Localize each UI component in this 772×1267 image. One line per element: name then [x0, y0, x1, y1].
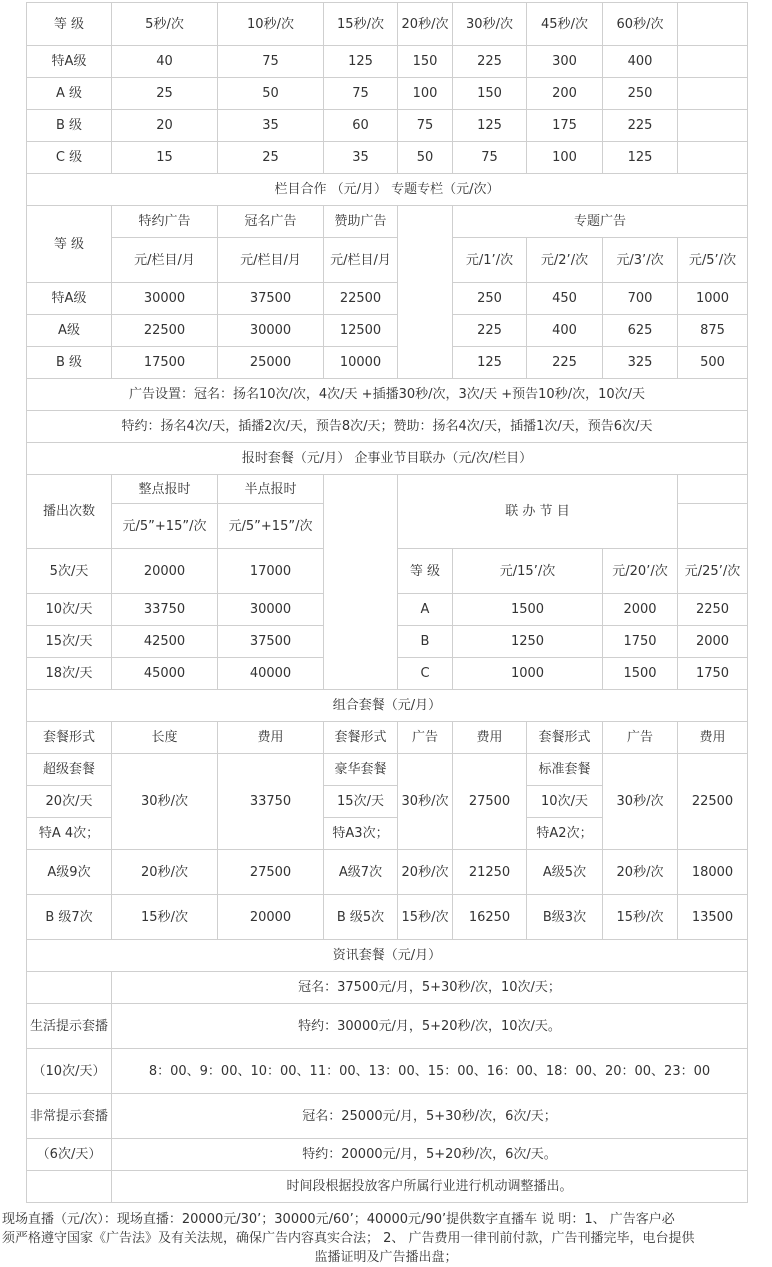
price-cell: 225 — [603, 110, 678, 142]
info-label: （10次/天） — [27, 1049, 112, 1094]
header-cell: 整点报时 — [112, 475, 218, 504]
table-row — [27, 475, 748, 504]
package-line: 特A 4次； — [27, 818, 112, 850]
grade-header: 等 级 — [27, 206, 112, 283]
sponsor-note: 特约：扬名4次/天，插播2次/天，预告8次/天；赞助：扬名4次/天，插播1次/天，预告6次/天 — [27, 411, 748, 443]
price-cell: 37500 — [218, 626, 324, 658]
package-line: B 级5次 — [324, 895, 398, 940]
package-line: B级3次 — [527, 895, 603, 940]
price-cell: 100 — [527, 142, 603, 174]
length-cell: 15秒/次 — [398, 895, 453, 940]
unit-cell: 元/5”+15”/次 — [218, 504, 324, 549]
price-cell: 875 — [678, 315, 748, 347]
note-row — [27, 411, 748, 443]
package-line: A级9次 — [27, 850, 112, 895]
price-cell: 1250 — [453, 626, 603, 658]
price-cell: 225 — [527, 347, 603, 379]
rate-card-table — [26, 2, 748, 1203]
length-cell: 30秒/次 — [603, 754, 678, 850]
unit-cell: 元/3’/次 — [603, 238, 678, 283]
price-cell: 225 — [453, 46, 527, 78]
header-cell: 半点报时 — [218, 475, 324, 504]
package-name: 豪华套餐 — [324, 754, 398, 786]
price-cell: 125 — [453, 347, 527, 379]
price-cell: 45000 — [112, 658, 218, 690]
price-cell: 37500 — [218, 283, 324, 315]
info-text: 时间段根据投放客户所属行业进行机动调整播出。 — [112, 1171, 748, 1203]
price-cell: 250 — [603, 78, 678, 110]
footer-line: 须严格遵守国家《广告法》及有关法规，确保广告内容真实合法； 2、 广告费用一律刊前付款，广告刊播完毕，电台提供 — [2, 1231, 695, 1246]
table-row — [27, 110, 748, 142]
header-cell: 特约广告 — [112, 206, 218, 238]
unit-cell: 元/栏目/月 — [218, 238, 324, 283]
empty-cell — [678, 78, 748, 110]
table-row — [27, 78, 748, 110]
header-cell: 广告 — [603, 722, 678, 754]
header-cell: 45秒/次 — [527, 3, 603, 46]
empty-cell — [678, 504, 748, 549]
grade-cell: C — [398, 658, 453, 690]
empty-cell — [678, 475, 748, 504]
table-row — [27, 895, 748, 940]
header-cell: 10秒/次 — [218, 3, 324, 46]
header-cell: 等 级 — [27, 3, 112, 46]
grade-cell: C 级 — [27, 142, 112, 174]
package-name: 标准套餐 — [527, 754, 603, 786]
table-row — [27, 206, 748, 238]
grade-header: 等 级 — [398, 549, 453, 594]
price-cell: 400 — [603, 46, 678, 78]
price-cell: 10000 — [324, 347, 398, 379]
price-cell: 125 — [324, 46, 398, 78]
price-cell: 30000 — [218, 594, 324, 626]
length-cell: 20秒/次 — [398, 850, 453, 895]
unit-cell: 元/5’/次 — [678, 238, 748, 283]
info-label: （6次/天） — [27, 1139, 112, 1171]
price-cell: 33750 — [112, 594, 218, 626]
rate-header-row — [27, 3, 748, 46]
info-text: 冠名：25000元/月，5+30秒/次，6次/天； — [112, 1094, 748, 1139]
table-row — [27, 1049, 748, 1094]
grade-cell: B 级 — [27, 110, 112, 142]
footer-notes — [2, 1210, 770, 1267]
price-cell: 300 — [527, 46, 603, 78]
length-cell: 20秒/次 — [603, 850, 678, 895]
header-cell: 套餐形式 — [27, 722, 112, 754]
price-cell: 22500 — [678, 754, 748, 850]
price-cell: 2250 — [678, 594, 748, 626]
price-cell: 225 — [453, 315, 527, 347]
unit-cell: 元/栏目/月 — [324, 238, 398, 283]
price-cell: 17500 — [112, 347, 218, 379]
table-row — [27, 850, 748, 895]
price-cell: 125 — [603, 142, 678, 174]
table-row — [27, 46, 748, 78]
table-row — [27, 238, 748, 283]
section-title: 报时套餐（元/月） 企事业节目联办（元/次/栏目） — [27, 443, 748, 475]
price-cell: 20000 — [218, 895, 324, 940]
info-text: 8：00、9：00、10：00、11：00、13：00、15：00、16：00、18：00、20：00、23：00 — [112, 1049, 748, 1094]
price-cell: 75 — [218, 46, 324, 78]
price-cell: 1750 — [603, 626, 678, 658]
length-cell: 20秒/次 — [112, 850, 218, 895]
price-cell: 200 — [527, 78, 603, 110]
package-line: 特A3次； — [324, 818, 398, 850]
table-row — [27, 1094, 748, 1139]
unit-cell: 元/25’/次 — [678, 549, 748, 594]
combo-header-row — [27, 722, 748, 754]
price-cell: 250 — [453, 283, 527, 315]
header-cell: 冠名广告 — [218, 206, 324, 238]
grade-cell: 特A级 — [27, 46, 112, 78]
length-cell: 30秒/次 — [398, 754, 453, 850]
section-title-row — [27, 174, 748, 206]
price-cell: 25000 — [218, 347, 324, 379]
unit-cell: 元/15’/次 — [453, 549, 603, 594]
price-cell: 700 — [603, 283, 678, 315]
section-title: 组合套餐（元/月） — [27, 690, 748, 722]
package-line: 特A2次； — [527, 818, 603, 850]
info-text: 特约：20000元/月，5+20秒/次，6次/天。 — [112, 1139, 748, 1171]
price-cell: 35 — [324, 142, 398, 174]
table-row — [27, 142, 748, 174]
price-cell: 100 — [398, 78, 453, 110]
price-cell: 1000 — [453, 658, 603, 690]
count-cell: 5次/天 — [27, 549, 112, 594]
package-name: 超级套餐 — [27, 754, 112, 786]
price-cell: 1500 — [603, 658, 678, 690]
header-cell: 费用 — [453, 722, 527, 754]
section-title-row — [27, 690, 748, 722]
table-row — [27, 1171, 748, 1203]
count-cell: 15次/天 — [27, 626, 112, 658]
section-title: 资讯套餐（元/月） — [27, 940, 748, 972]
package-line: A级5次 — [527, 850, 603, 895]
price-cell: 2000 — [603, 594, 678, 626]
table-row — [27, 1004, 748, 1049]
price-cell: 500 — [678, 347, 748, 379]
length-cell: 15秒/次 — [112, 895, 218, 940]
price-cell: 25 — [112, 78, 218, 110]
package-freq: 20次/天 — [27, 786, 112, 818]
price-cell: 50 — [398, 142, 453, 174]
price-cell: 400 — [527, 315, 603, 347]
price-cell: 21250 — [453, 850, 527, 895]
count-cell: 18次/天 — [27, 658, 112, 690]
price-cell: 2000 — [678, 626, 748, 658]
header-cell: 5秒/次 — [112, 3, 218, 46]
table-row — [27, 754, 748, 786]
price-cell: 175 — [527, 110, 603, 142]
section-title-row — [27, 443, 748, 475]
note-row — [27, 379, 748, 411]
price-cell: 1500 — [453, 594, 603, 626]
header-cell: 套餐形式 — [324, 722, 398, 754]
unit-cell: 元/5”+15”/次 — [112, 504, 218, 549]
grade-cell: A 级 — [27, 78, 112, 110]
table-row — [27, 283, 748, 315]
header-cell: 60秒/次 — [603, 3, 678, 46]
price-cell: 20 — [112, 110, 218, 142]
price-cell: 75 — [398, 110, 453, 142]
header-cell: 费用 — [218, 722, 324, 754]
empty-cell — [678, 46, 748, 78]
empty-cell — [324, 475, 398, 690]
price-cell: 42500 — [112, 626, 218, 658]
price-cell: 22500 — [112, 315, 218, 347]
price-cell: 17000 — [218, 549, 324, 594]
header-cell: 长度 — [112, 722, 218, 754]
footer-line: 现场直播（元/次）：现场直播：20000元/30’；30000元/60’；40000元/90’提供数字直播车 说 明：1、 广告客户必 — [2, 1212, 675, 1227]
price-cell: 60 — [324, 110, 398, 142]
table-row — [27, 315, 748, 347]
price-cell: 30000 — [218, 315, 324, 347]
unit-cell: 元/1’/次 — [453, 238, 527, 283]
info-label: 非常提示套播 — [27, 1094, 112, 1139]
price-cell: 16250 — [453, 895, 527, 940]
table-row — [27, 972, 748, 1004]
empty-cell — [27, 1171, 112, 1203]
price-cell: 25 — [218, 142, 324, 174]
count-cell: 10次/天 — [27, 594, 112, 626]
ad-settings-note: 广告设置：冠名：扬名10次/次，4次/天 +插播30秒/次，3次/天 +预告10秒/次，10次/天 — [27, 379, 748, 411]
header-cell: 30秒/次 — [453, 3, 527, 46]
header-cell: 套餐形式 — [527, 722, 603, 754]
grade-cell: A — [398, 594, 453, 626]
unit-cell: 元/栏目/月 — [112, 238, 218, 283]
price-cell: 40000 — [218, 658, 324, 690]
empty-cell — [27, 972, 112, 1004]
grade-cell: B — [398, 626, 453, 658]
package-line: B 级7次 — [27, 895, 112, 940]
package-freq: 15次/天 — [324, 786, 398, 818]
price-cell: 12500 — [324, 315, 398, 347]
header-cell: 赞助广告 — [324, 206, 398, 238]
info-text: 冠名：37500元/月，5+30秒/次，10次/天； — [112, 972, 748, 1004]
unit-cell: 元/2’/次 — [527, 238, 603, 283]
price-cell: 1000 — [678, 283, 748, 315]
price-cell: 35 — [218, 110, 324, 142]
price-cell: 625 — [603, 315, 678, 347]
header-cell: 专题广告 — [453, 206, 748, 238]
header-cell: 20秒/次 — [398, 3, 453, 46]
grade-cell: 特A级 — [27, 283, 112, 315]
price-cell: 22500 — [324, 283, 398, 315]
price-cell: 30000 — [112, 283, 218, 315]
header-cell: 15秒/次 — [324, 3, 398, 46]
grade-cell: A级 — [27, 315, 112, 347]
price-cell: 75 — [324, 78, 398, 110]
unit-cell: 元/20’/次 — [603, 549, 678, 594]
count-header: 播出次数 — [27, 475, 112, 549]
price-cell: 150 — [398, 46, 453, 78]
price-cell: 1750 — [678, 658, 748, 690]
price-cell: 20000 — [112, 549, 218, 594]
price-cell: 40 — [112, 46, 218, 78]
price-cell: 325 — [603, 347, 678, 379]
price-cell: 15 — [112, 142, 218, 174]
empty-cell — [678, 110, 748, 142]
empty-cell — [678, 142, 748, 174]
joint-title: 联 办 节 目 — [398, 475, 678, 549]
price-cell: 450 — [527, 283, 603, 315]
footer-line: 监播证明及广告播出盘； — [314, 1250, 458, 1265]
empty-cell — [398, 206, 453, 379]
price-cell: 27500 — [218, 850, 324, 895]
length-cell: 15秒/次 — [603, 895, 678, 940]
price-cell: 150 — [453, 78, 527, 110]
price-cell: 18000 — [678, 850, 748, 895]
price-cell: 50 — [218, 78, 324, 110]
package-line: A级7次 — [324, 850, 398, 895]
empty-cell — [678, 3, 748, 46]
price-cell: 125 — [453, 110, 527, 142]
section-title-row — [27, 940, 748, 972]
table-row — [27, 1139, 748, 1171]
info-label: 生活提示套播 — [27, 1004, 112, 1049]
table-row — [27, 347, 748, 379]
grade-cell: B 级 — [27, 347, 112, 379]
header-cell: 费用 — [678, 722, 748, 754]
length-cell: 30秒/次 — [112, 754, 218, 850]
section-title: 栏目合作 （元/月） 专题专栏（元/次） — [27, 174, 748, 206]
price-cell: 75 — [453, 142, 527, 174]
package-freq: 10次/天 — [527, 786, 603, 818]
price-cell: 27500 — [453, 754, 527, 850]
info-text: 特约：30000元/月，5+20秒/次，10次/天。 — [112, 1004, 748, 1049]
header-cell: 广告 — [398, 722, 453, 754]
price-cell: 33750 — [218, 754, 324, 850]
price-cell: 13500 — [678, 895, 748, 940]
